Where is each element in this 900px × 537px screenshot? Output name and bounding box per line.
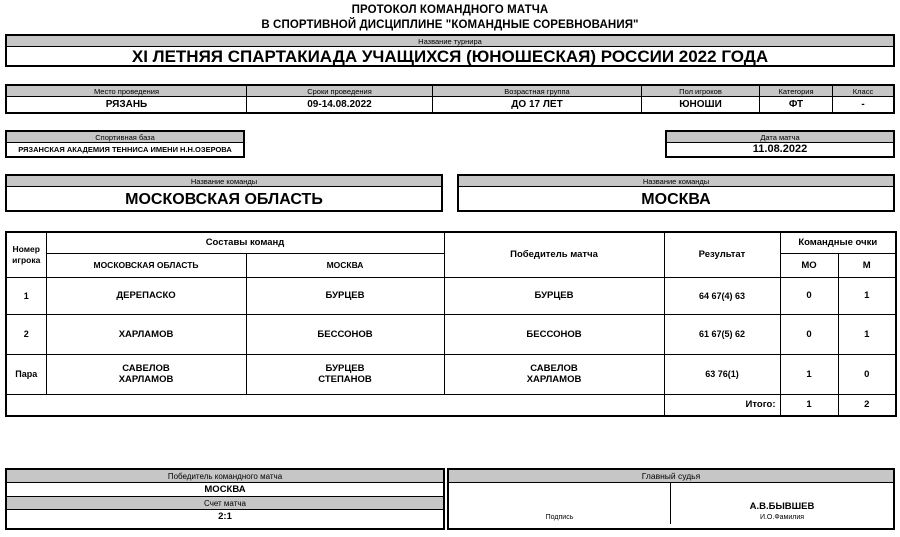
tournament-label: Название турнира (7, 36, 893, 47)
row-points-away: 1 (838, 314, 896, 354)
col-points-home: МО (780, 253, 838, 277)
col-lineups: Составы команд (46, 232, 444, 253)
chief-referee-label: Главный судья (449, 470, 893, 483)
totals-points-home: 1 (780, 394, 838, 416)
gender-label: Пол игроков (642, 86, 759, 97)
venue-value: РЯЗАНЬ (105, 99, 148, 110)
table-row (6, 277, 896, 314)
venue-cell (7, 86, 247, 112)
row-home-player-line1: ДЕРЕПАСКО (116, 290, 176, 301)
results-table-body (6, 277, 896, 416)
match-winner-label: Победитель командного матча (7, 470, 443, 483)
row-away-player (246, 314, 444, 354)
away-team-box (457, 174, 895, 212)
row-score: 61 67(5) 62 (664, 314, 780, 354)
row-number: 2 (6, 314, 46, 354)
facility-value: РЯЗАНСКАЯ АКАДЕМИЯ ТЕННИСА ИМЕНИ Н.Н.ОЗЕРОВА (18, 145, 232, 154)
row-away-player-line2: СТЕПАНОВ (318, 374, 372, 385)
row-home-player (46, 277, 246, 314)
signature-area (449, 483, 671, 524)
row-points-away: 0 (838, 354, 896, 394)
row-number: Пара (6, 354, 46, 394)
facility-label: Спортивная база (7, 132, 243, 143)
results-table (5, 231, 897, 417)
home-team-label: Название команды (7, 176, 441, 187)
row-points-home: 0 (780, 314, 838, 354)
totals-spacer (6, 394, 664, 416)
facility-box (5, 130, 245, 158)
signature-caption: Подпись (545, 514, 574, 521)
totals-points-away: 2 (838, 394, 896, 416)
results-table-header-row-1 (6, 232, 896, 253)
document-title-line2: В СПОРТИВНОЙ ДИСЦИПЛИНЕ "КОМАНДНЫЕ СОРЕВНОВАНИЯ" (261, 19, 639, 31)
referee-name: А.В.БЫВШЕВ (749, 501, 815, 512)
col-player-number (6, 232, 46, 277)
referee-name-caption: И.О.Фамилия (759, 514, 805, 521)
row-away-player (246, 354, 444, 394)
row-number: 1 (6, 277, 46, 314)
row-away-player-line1: БУРЦЕВ (325, 290, 365, 301)
row-winner (444, 314, 664, 354)
row-away-player-line1: БЕССОНОВ (317, 328, 373, 340)
class-value: - (861, 99, 865, 110)
home-team-box (5, 174, 443, 212)
row-winner-line1: БЕССОНОВ (526, 328, 582, 340)
tournament-box (5, 34, 895, 67)
venue-label: Место проведения (7, 86, 246, 97)
col-player-number-line1: Номер (12, 243, 40, 254)
row-points-home: 0 (780, 277, 838, 314)
category-cell (760, 86, 833, 112)
category-value: ФТ (788, 99, 804, 110)
row-winner-line1: САВЕЛОВ (530, 363, 578, 374)
chief-referee-block (447, 468, 895, 530)
row-home-player-line2: ХАРЛАМОВ (118, 374, 174, 385)
row-home-player (46, 354, 246, 394)
table-row (6, 314, 896, 354)
dates-value: 09-14.08.2022 (307, 99, 372, 110)
tournament-name: XI ЛЕТНЯЯ СПАРТАКИАДА УЧАЩИХСЯ (ЮНОШЕСКАЯ) РОССИИ 2022 ГОДА (131, 47, 769, 66)
match-winner-value: МОСКВА (7, 483, 443, 497)
event-info-strip (5, 84, 895, 114)
col-match-winner: Победитель матча (444, 232, 664, 277)
row-winner-line1: БУРЦЕВ (534, 290, 574, 301)
gender-value: ЮНОШИ (679, 99, 722, 110)
document-title-line1: ПРОТОКОЛ КОМАНДНОГО МАТЧА (351, 4, 549, 16)
col-home-team: МОСКОВСКАЯ ОБЛАСТЬ (46, 253, 246, 277)
chief-referee-body (449, 483, 893, 524)
totals-row (6, 394, 896, 416)
row-points-away: 1 (838, 277, 896, 314)
class-cell (833, 86, 893, 112)
match-date-box (665, 130, 895, 158)
row-winner-line2: ХАРЛАМОВ (526, 374, 582, 385)
match-score-value: 2:1 (218, 511, 232, 522)
home-team-name: МОСКОВСКАЯ ОБЛАСТЬ (125, 191, 323, 208)
gender-cell (642, 86, 760, 112)
age-group-cell (433, 86, 642, 112)
referee-name-area (671, 483, 893, 524)
col-points-away: М (838, 253, 896, 277)
col-team-points: Командные очки (780, 232, 896, 253)
age-group-label: Возрастная группа (433, 86, 641, 97)
row-winner (444, 277, 664, 314)
class-label: Класс (833, 86, 893, 97)
table-row (6, 354, 896, 394)
row-score: 64 67(4) 63 (664, 277, 780, 314)
away-team-name: МОСКВА (641, 191, 711, 208)
row-home-player (46, 314, 246, 354)
totals-label: Итого: (664, 394, 780, 416)
age-group-value: ДО 17 ЛЕТ (511, 99, 563, 110)
match-date-value: 11.08.2022 (752, 143, 808, 155)
row-winner (444, 354, 664, 394)
row-home-player-line1: ХАРЛАМОВ (118, 328, 174, 340)
col-result: Результат (664, 232, 780, 277)
match-winner-block (5, 468, 445, 530)
row-points-home: 1 (780, 354, 838, 394)
away-team-label: Название команды (459, 176, 893, 187)
dates-label: Сроки проведения (247, 86, 432, 97)
dates-cell (247, 86, 433, 112)
results-table-wrapper (5, 231, 897, 417)
col-away-team: МОСКВА (246, 253, 444, 277)
row-away-player-line1: БУРЦЕВ (325, 363, 365, 374)
row-away-player (246, 277, 444, 314)
match-date-label: Дата матча (667, 132, 893, 143)
category-label: Категория (760, 86, 832, 97)
match-score-label: Счет матча (7, 497, 443, 510)
row-home-player-line1: САВЕЛОВ (122, 363, 170, 374)
row-score: 63 76(1) (664, 354, 780, 394)
col-player-number-line2: игрока (12, 254, 41, 265)
